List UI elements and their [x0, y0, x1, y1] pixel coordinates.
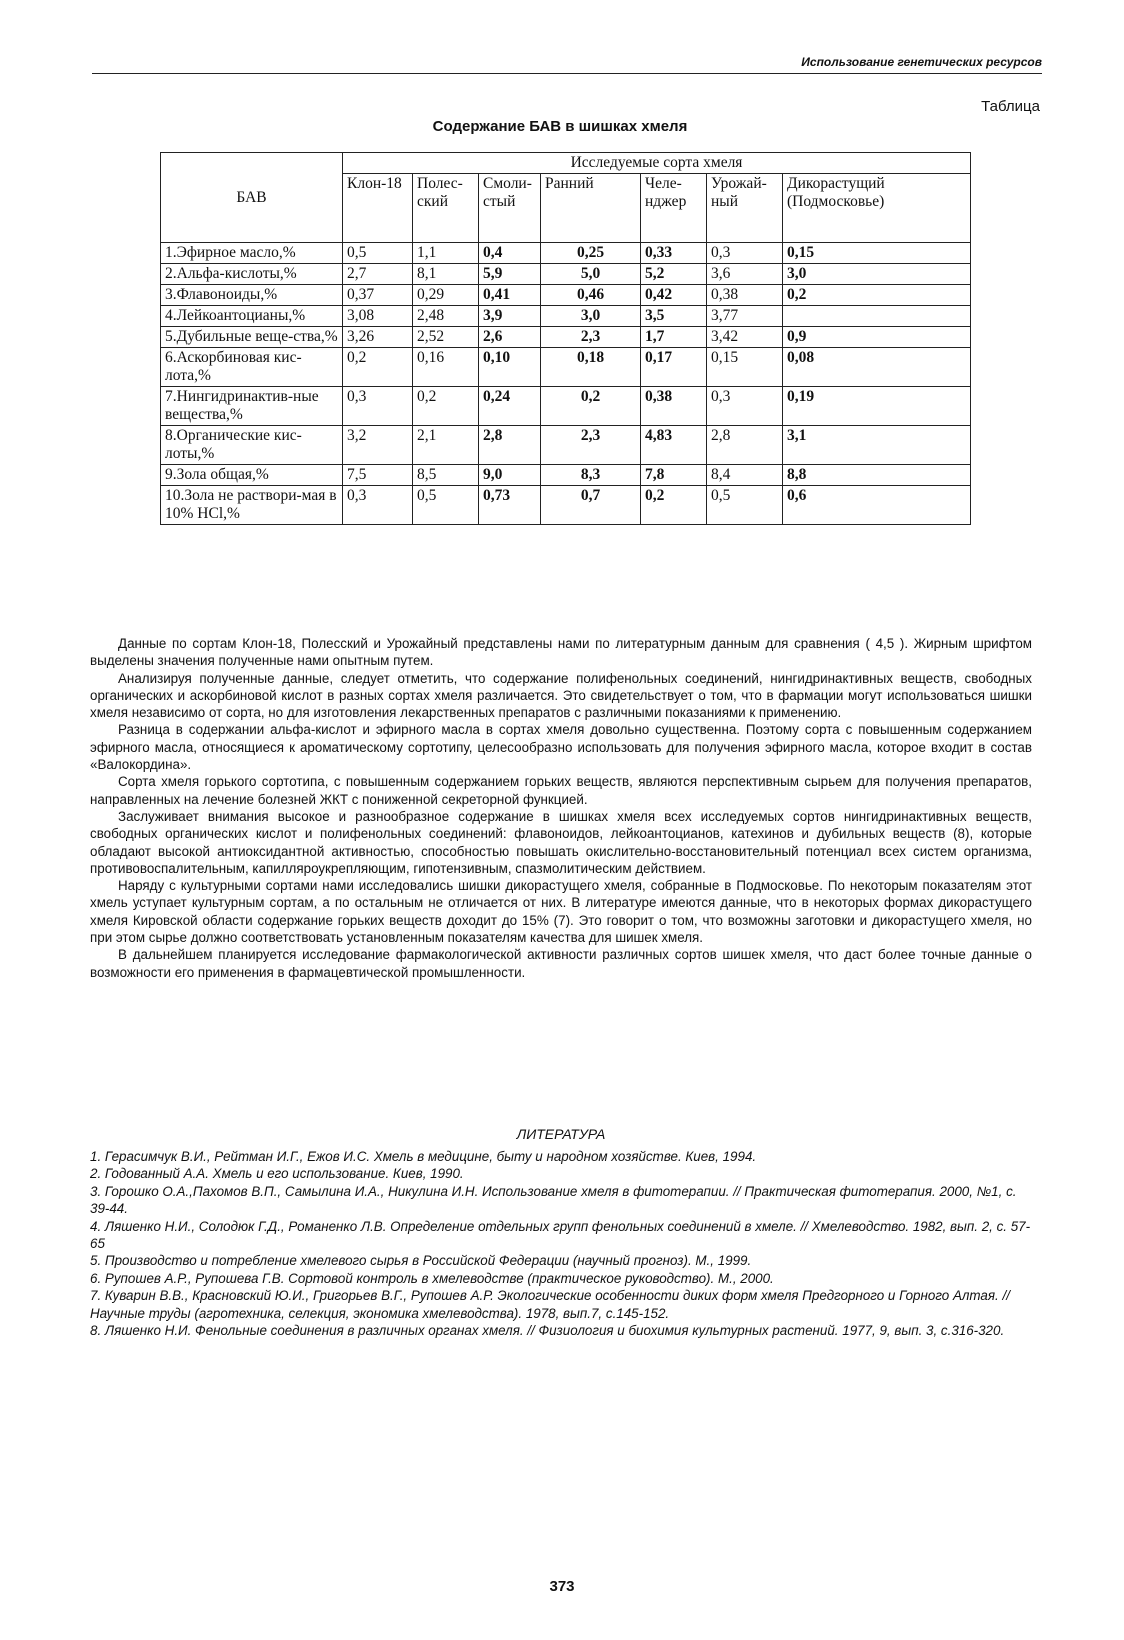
table-cell: 3,08 — [343, 306, 413, 327]
row-label: 10.Зола не раствори-мая в 10% HCl,% — [161, 486, 343, 525]
table-cell: 0,38 — [641, 387, 707, 426]
table-cell: 0,41 — [479, 285, 541, 306]
table-cell: 0,5 — [707, 486, 783, 525]
table-cell: 0,46 — [541, 285, 641, 306]
reference-item: 8. Ляшенко Н.И. Фенольные соединения в различных органах хмеля. // Физиология и биохимия культурных растений. 1977, 9, вып. 3, с.316-320. — [90, 1323, 1005, 1339]
table-cell: 0,17 — [641, 348, 707, 387]
row-label: 7.Нингидринактив-ные вещества,% — [161, 387, 343, 426]
table-cell: 8,1 — [413, 264, 479, 285]
table-cell: 5,2 — [641, 264, 707, 285]
table-cell: 0,08 — [783, 348, 971, 387]
table-cell: 0,5 — [343, 243, 413, 264]
table-cell: 2,6 — [479, 327, 541, 348]
table-cell: 0,10 — [479, 348, 541, 387]
table-cell: 2,1 — [413, 426, 479, 465]
table-cell: 0,73 — [479, 486, 541, 525]
row-label: 6.Аскорбиновая кис-лота,% — [161, 348, 343, 387]
table-cell: 0,3 — [707, 243, 783, 264]
row-label: 2.Альфа-кислоты,% — [161, 264, 343, 285]
reference-item: 2. Годованный А.А. Хмель и его использование. Киев, 1990. — [90, 1166, 464, 1182]
table-cell: 0,37 — [343, 285, 413, 306]
table-cell: 0,3 — [707, 387, 783, 426]
column-header: Полес-ский — [413, 174, 479, 243]
header-bav: БАВ — [161, 153, 343, 243]
reference-list — [90, 1148, 1032, 1339]
header-varieties-group: Исследуемые сорта хмеля — [343, 153, 971, 174]
column-header: Урожай-ный — [707, 174, 783, 243]
table-row — [161, 486, 971, 525]
table-cell: 2,7 — [343, 264, 413, 285]
table-cell: 0,9 — [783, 327, 971, 348]
table-cell: 0,7 — [541, 486, 641, 525]
table-cell: 0,2 — [343, 348, 413, 387]
table-cell: 8,8 — [783, 465, 971, 486]
table-cell: 8,4 — [707, 465, 783, 486]
table-cell: 2,48 — [413, 306, 479, 327]
reference-item: 3. Горошко О.А.,Пахомов В.П., Самылина И.А., Никулина И.Н. Использование хмеля в фитотерапии. // Практическая фитотерапия. 2000, №1, с. 39-44. — [90, 1183, 1017, 1217]
paragraph: В дальнейшем планируется исследование фармакологической активности различных сортов шишек хмеля, что даст более точные данные о возможности его применения в фармацевтической промышленности. — [90, 947, 1032, 980]
column-header: Клон-18 — [343, 174, 413, 243]
paragraph: Данные по сортам Клон-18, Полесский и Урожайный представлены нами по литературным данным для сравнения ( 4,5 ). Жирным шрифтом выделены значения полученные нами опытным путем. — [90, 636, 1032, 669]
table-cell: 3,2 — [343, 426, 413, 465]
table-cell: 0,16 — [413, 348, 479, 387]
table-cell: 0,42 — [641, 285, 707, 306]
table-cell: 3,5 — [641, 306, 707, 327]
table-row — [161, 306, 971, 327]
table-cell: 9,0 — [479, 465, 541, 486]
table-cell: 0,24 — [479, 387, 541, 426]
paragraph: Заслуживает внимания высокое и разнообразное содержание в шишках хмеля всех исследуемых сортов нингидринактивных веществ, свободных органических кислот и полифенольных соединений: флавоноидов, лейкоантоцианов, катехинов и дубильных веществ (8), которые обладают высокой антиоксидантной активностью, способностью повышать окислительно-восстановительный потенциал всех систем организма, противовоспалительным, капилляроукрепляющим, гипотензивным, спазмолитическим действием. — [90, 808, 1032, 876]
table-cell: 0,33 — [641, 243, 707, 264]
table-cell: 0,18 — [541, 348, 641, 387]
table-cell: 0,3 — [343, 387, 413, 426]
table-cell: 3,42 — [707, 327, 783, 348]
table-row — [161, 348, 971, 387]
table-cell: 0,25 — [541, 243, 641, 264]
row-label: 4.Лейкоантоцианы,% — [161, 306, 343, 327]
body-text — [90, 635, 1032, 981]
row-label: 5.Дубильные веще-ства,% — [161, 327, 343, 348]
table-cell: 7,8 — [641, 465, 707, 486]
table-row — [161, 387, 971, 426]
table-cell: 0,6 — [783, 486, 971, 525]
table-row — [161, 465, 971, 486]
row-label: 9.Зола общая,% — [161, 465, 343, 486]
literature-heading: ЛИТЕРАТУРА — [516, 1126, 606, 1142]
table-cell: 8,3 — [541, 465, 641, 486]
paragraph: Сорта хмеля горького сортотипа, с повышенным содержанием горьких веществ, являются перспективным сырьем для получения препаратов, направленных на лечение болезней ЖКТ с пониженной секреторной функцией. — [90, 774, 1032, 807]
bav-table — [160, 152, 971, 525]
table-row — [161, 285, 971, 306]
table-cell: 3,26 — [343, 327, 413, 348]
table-row — [161, 327, 971, 348]
table-cell: 0,2 — [641, 486, 707, 525]
table-cell: 0,3 — [343, 486, 413, 525]
table-cell: 3,9 — [479, 306, 541, 327]
table-cell: 2,3 — [541, 327, 641, 348]
table-cell: 2,3 — [541, 426, 641, 465]
paragraph: Наряду с культурными сортами нами исследовались шишки дикорастущего хмеля, собранные в Подмосковье. По некоторым показателям этот хмель уступает культурным сортам, а по остальным не отличается от них. В литературе имеются данные, что в некоторых формах дикорастущего хмеля Кировской области содержание горьких веществ доходит до 15% (7). Это говорит о том, что возможны заготовки и дикорастущего хмеля, но при этом сырье должно соответствовать установленным показателям качества для шишек хмеля. — [90, 878, 1032, 946]
table-cell: 5,9 — [479, 264, 541, 285]
table-cell: 5,0 — [541, 264, 641, 285]
reference-item: 5. Производство и потребление хмелевого сырья в Российской Федерации (научный прогноз). М., 1999. — [90, 1253, 752, 1269]
table-cell: 0,2 — [541, 387, 641, 426]
row-label: 1.Эфирное масло,% — [161, 243, 343, 264]
row-label: 8.Органические кис-лоты,% — [161, 426, 343, 465]
table-cell: 0,2 — [413, 387, 479, 426]
reference-item: 6. Рупошев А.Р., Рупошева Г.В. Сортовой контроль в хмелеводстве (практическое руководство). М., 2000. — [90, 1270, 774, 1286]
table-cell: 3,0 — [541, 306, 641, 327]
table-cell: 2,8 — [707, 426, 783, 465]
table-cell: 0,38 — [707, 285, 783, 306]
table-cell: 0,19 — [783, 387, 971, 426]
row-label: 3.Флавоноиды,% — [161, 285, 343, 306]
column-header: Дикорастущий (Подмосковье) — [783, 174, 971, 243]
reference-item: 1. Герасимчук В.И., Рейтман И.Г., Ежов И.С. Хмель в медицине, быту и народном хозяйстве. Киев, 1994. — [90, 1149, 757, 1164]
table-label: Таблица — [981, 98, 1040, 115]
table-cell: 2,8 — [479, 426, 541, 465]
table-cell: 0,2 — [783, 285, 971, 306]
table-cell: 0,29 — [413, 285, 479, 306]
table-row — [161, 264, 971, 285]
table-cell: 7,5 — [343, 465, 413, 486]
table-cell: 0,4 — [479, 243, 541, 264]
table-cell: 0,15 — [707, 348, 783, 387]
table-cell: 3,6 — [707, 264, 783, 285]
table-body — [161, 243, 971, 525]
header-divider — [92, 73, 1042, 74]
table-cell: 0,15 — [783, 243, 971, 264]
table-cell: 4,83 — [641, 426, 707, 465]
running-header: Использование генетических ресурсов — [801, 55, 1042, 69]
table-cell: 3,77 — [707, 306, 783, 327]
reference-item: 4. Ляшенко Н.И., Солодюк Г.Д., Романенко Л.В. Определение отдельных групп фенольных соединений в хмеле. // Хмелеводство. 1982, вып. 2, с. 57-65 — [90, 1218, 1031, 1252]
paragraph: Анализируя полученные данные, следует отметить, что содержание полифенольных соединений, нингидринактивных веществ, свободных органических и аскорбиновой кислот в разных сортах хмеля различается. Это свидетельствует о том, что в фармации могут использоваться шишки хмеля независимо от сорта, но для изготовления лекарственных препаратов с различными показаниями к применению. — [90, 670, 1032, 721]
table-row — [161, 426, 971, 465]
column-header: Челе-нджер — [641, 174, 707, 243]
table-cell — [783, 306, 971, 327]
table-cell: 0,5 — [413, 486, 479, 525]
table-cell: 3,0 — [783, 264, 971, 285]
table-cell: 8,5 — [413, 465, 479, 486]
table-title: Содержание БАВ в шишках хмеля — [432, 118, 688, 135]
table-cell: 3,1 — [783, 426, 971, 465]
column-header: Ранний — [541, 174, 641, 243]
column-header: Смоли-стый — [479, 174, 541, 243]
table-cell: 2,52 — [413, 327, 479, 348]
table-cell: 1,7 — [641, 327, 707, 348]
table-row — [161, 243, 971, 264]
paragraph: Разница в содержании альфа-кислот и эфирного масла в сортах хмеля довольно существенна. Поэтому сорта с повышенным содержанием эфирного масла, относящиеся к ароматическому сортотипу, целесообразно использовать для получения эфирного масла, которое входит в состав «Валокордина». — [90, 722, 1032, 773]
table-cell: 1,1 — [413, 243, 479, 264]
page-number: 373 — [549, 1578, 575, 1595]
reference-item: 7. Куварин В.В., Красновский Ю.И., Григорьев В.Г., Рупошев А.Р. Экологические особенности диких форм хмеля Предгорного и Горного Алтая. // Научные труды (агротехника, селекция, экономика хмелеводства). 1978, вып.7, с.145-152. — [90, 1288, 1010, 1321]
